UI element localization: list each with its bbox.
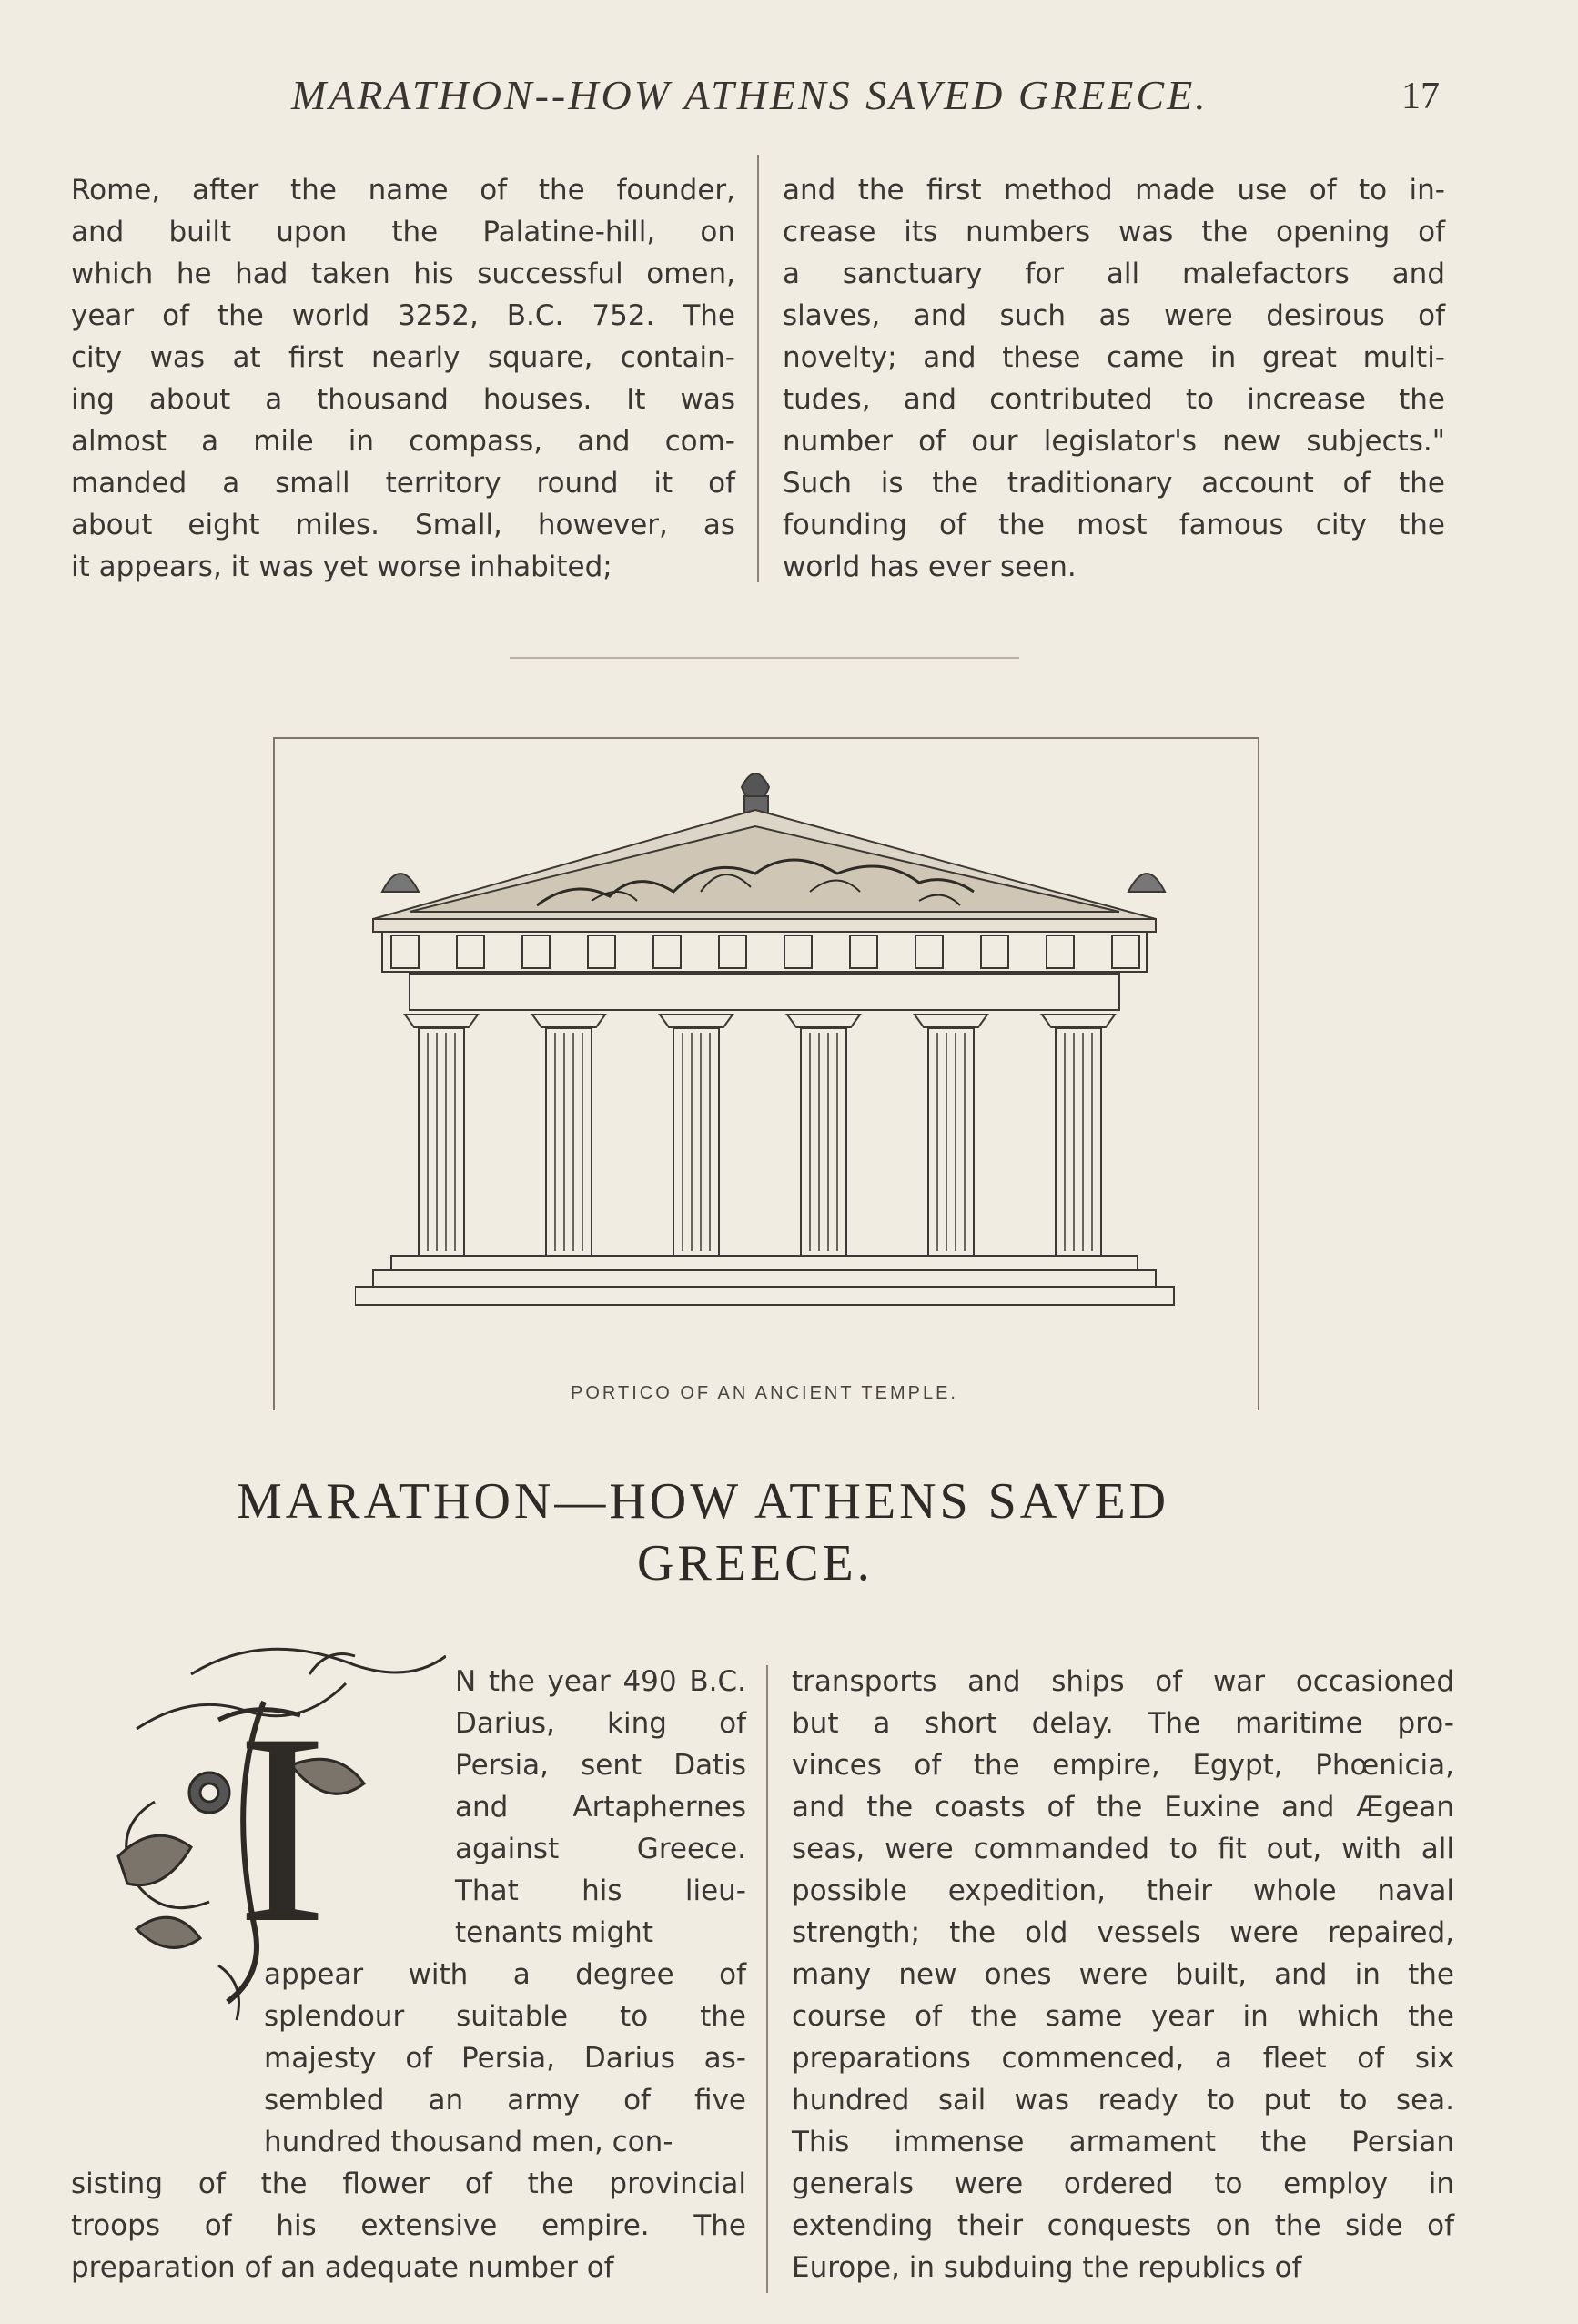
text-line: and built upon the Palatine-hill, on bbox=[71, 216, 735, 248]
figure-caption: PORTICO OF AN ANCIENT TEMPLE. bbox=[571, 1383, 958, 1403]
column-rule-bottom bbox=[766, 1665, 768, 2293]
text-line: tenants might bbox=[455, 1916, 653, 1949]
text-line: That his lieu- bbox=[455, 1874, 746, 1907]
text-line: extending their conquests on the side of bbox=[792, 2209, 1454, 2242]
stylobate bbox=[391, 1256, 1138, 1270]
text-line: generals were ordered to employ in bbox=[792, 2167, 1454, 2200]
page-number: 17 bbox=[1401, 76, 1440, 117]
frieze bbox=[382, 932, 1147, 972]
text-line: ing about a thousand houses. It was bbox=[71, 383, 735, 416]
text-line: hundred sail was ready to put to sea. bbox=[792, 2084, 1454, 2117]
chapter-title bbox=[237, 1472, 1365, 1592]
text-line: N the year 490 B.C. bbox=[455, 1665, 746, 1698]
text-line: almost a mile in compass, and com- bbox=[71, 425, 735, 458]
body-left-beside-cap bbox=[455, 1661, 746, 1954]
text-line: troops of his extensive empire. The bbox=[71, 2209, 746, 2242]
text-line: majesty of Persia, Darius as- bbox=[264, 2042, 746, 2075]
text-line: preparation of an adequate number of bbox=[71, 2251, 614, 2284]
text-line: transports and ships of war occasioned bbox=[792, 1665, 1454, 1698]
text-line: number of our legislator's new subjects." bbox=[783, 425, 1445, 458]
text-line: which he had taken his successful omen, bbox=[71, 258, 735, 290]
text-line: course of the same year in which the bbox=[792, 2000, 1454, 2033]
text-line: sembled an army of five bbox=[264, 2084, 746, 2117]
text-line: and the first method made use of to in- bbox=[783, 174, 1445, 207]
chapter-title-line1: MARATHON—HOW ATHENS SAVED bbox=[237, 1473, 1170, 1530]
section-separator bbox=[510, 657, 1019, 659]
text-line: world has ever seen. bbox=[783, 551, 1077, 583]
column-rule-top bbox=[757, 155, 759, 582]
text-line: but a short delay. The maritime pro- bbox=[792, 1707, 1454, 1740]
text-line: Such is the traditionary account of the bbox=[783, 467, 1445, 500]
text-line: a sanctuary for all malefactors and bbox=[783, 258, 1445, 290]
temple-illustration bbox=[355, 755, 1192, 1383]
drop-cap-letter: I bbox=[237, 1677, 328, 1979]
text-line: preparations commenced, a fleet of six bbox=[792, 2042, 1454, 2075]
body-left-full bbox=[71, 2163, 746, 2289]
text-line: strength; the old vessels were repaired, bbox=[792, 1916, 1454, 1949]
text-line: many new ones were built, and in the bbox=[792, 1958, 1454, 1991]
text-line: Darius, king of bbox=[455, 1707, 746, 1740]
text-line: sisting of the flower of the provincial bbox=[71, 2167, 746, 2200]
text-line: and Artaphernes bbox=[455, 1791, 746, 1824]
text-line: against Greece. bbox=[455, 1833, 746, 1865]
text-line: appear with a degree of bbox=[264, 1958, 746, 1991]
text-line: year of the world 3252, B.C. 752. The bbox=[71, 299, 735, 332]
text-line: slaves, and such as were desirous of bbox=[783, 299, 1445, 332]
top-left-column bbox=[71, 169, 735, 588]
body-right-column bbox=[792, 1661, 1454, 2289]
text-line: Persia, sent Datis bbox=[455, 1749, 746, 1782]
text-line: novelty; and these came in great multi- bbox=[783, 341, 1445, 374]
text-line: and the coasts of the Euxine and Ægean bbox=[792, 1791, 1454, 1824]
text-line: city was at first nearly square, contain- bbox=[71, 341, 735, 374]
body-left-middle bbox=[264, 1954, 746, 2163]
text-line: founding of the most famous city the bbox=[783, 509, 1445, 541]
text-line: it appears, it was yet worse inhabited; bbox=[71, 551, 612, 583]
text-line: seas, were commanded to fit out, with all bbox=[792, 1833, 1454, 1865]
text-line: crease its numbers was the opening of bbox=[783, 216, 1445, 248]
text-line: This immense armament the Persian bbox=[792, 2126, 1454, 2158]
architrave bbox=[410, 974, 1119, 1010]
top-right-column bbox=[783, 169, 1445, 588]
text-line: manded a small territory round it of bbox=[71, 467, 735, 500]
text-line: Europe, in subduing the republics of bbox=[792, 2251, 1302, 2284]
text-line: Rome, after the name of the founder, bbox=[71, 174, 735, 207]
running-head: MARATHON--HOW ATHENS SAVED GREECE. bbox=[291, 72, 1209, 118]
text-line: possible expedition, their whole naval bbox=[792, 1874, 1454, 1907]
text-line: splendour suitable to the bbox=[264, 2000, 746, 2033]
columns bbox=[405, 1015, 1115, 1256]
text-line: vinces of the empire, Egypt, Phœnicia, bbox=[792, 1749, 1454, 1782]
text-line: hundred thousand men, con- bbox=[264, 2126, 673, 2158]
text-line: about eight miles. Small, however, as bbox=[71, 509, 735, 541]
chapter-title-line2: GREECE. bbox=[637, 1535, 874, 1591]
text-line: tudes, and contributed to increase the bbox=[783, 383, 1445, 416]
